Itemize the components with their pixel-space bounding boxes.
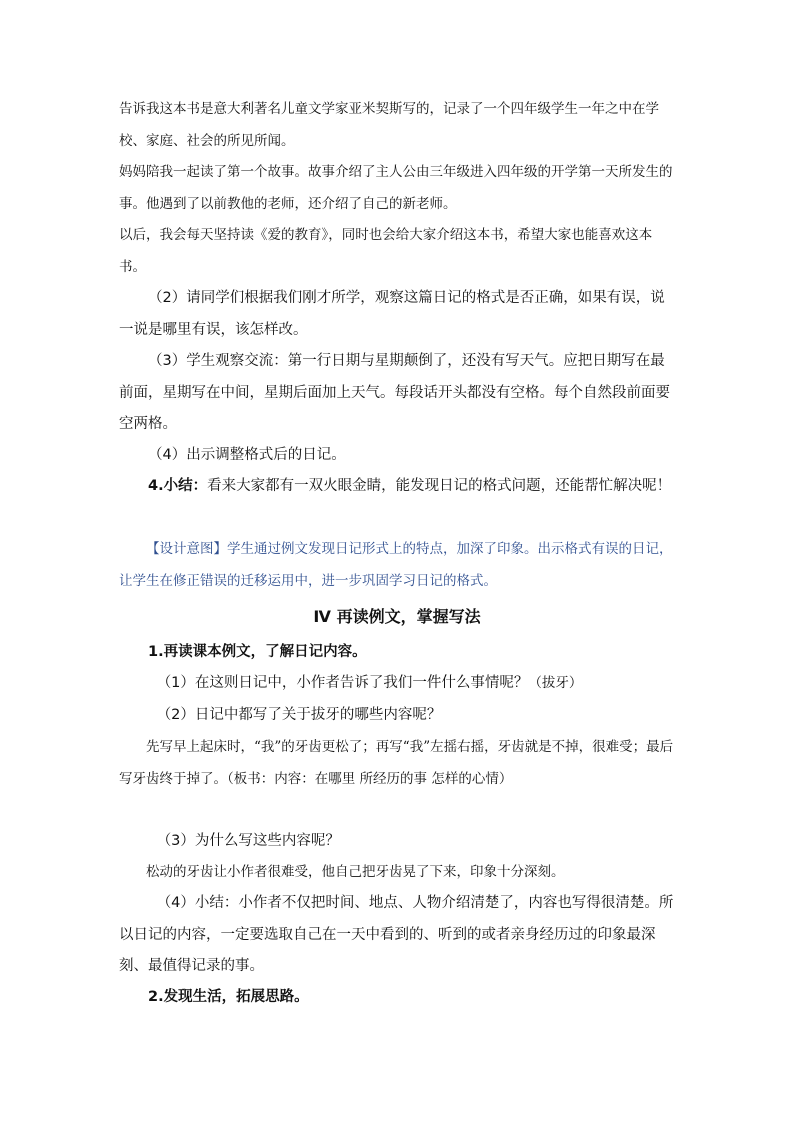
diary-paragraph-2: 妈妈陪我一起读了第一个故事。故事介绍了主人公由三年级进入四年级的开学第一天所发生的事。他遇到了以前教他的老师，还介绍了自己的新老师。 (119, 164, 673, 212)
summary-paragraph (119, 471, 679, 503)
section-heading: Ⅳ 再读例文，掌握写法 (313, 607, 481, 626)
step-2: （2）请同学们根据我们刚才所学，观察这篇日记的格式是否正确，如果有误，说一说是哪里有误，该怎样改。 (119, 290, 665, 338)
question-4: （4）小结：小作者不仅把时间、地点、人物介绍清楚了，内容也写得很清楚。所以日记的内容，一定要选取自己在一天中看到的、听到的或者亲身经历过的印象最深刻、最值得记录的事。 (119, 895, 674, 974)
question-1-answer: （拔牙） (528, 675, 583, 691)
design-intent (119, 534, 679, 597)
design-intent-label: 【设计意图】 (146, 541, 227, 557)
question-3-answer: 松动的牙齿让小作者很难受，他自己把牙齿晃了下来，印象十分深刻。 (146, 864, 565, 880)
question-3: （3）为什么写这些内容呢？ (156, 833, 340, 849)
design-intent-text: 学生通过例文发现日记形式上的特点，加深了印象。出示格式有误的日记，让学生在修正错误的迁移运用中，进一步巩固学习日记的格式。 (119, 541, 673, 589)
question-1 (119, 668, 679, 700)
step-3: （3）学生观察交流：第一行日期与星期颠倒了，还没有写天气。应把日期写在最前面，星期写在中间，星期后面加上天气。每段话开头都没有空格。每个自然段前面要空两格。 (119, 353, 670, 432)
summary-text: 看来大家都有一双火眼金睛，能发现日记的格式问题，还能帮忙解决呢！ (207, 478, 672, 494)
diary-paragraph-3: 以后，我会每天坚持读《爱的教育》，同时也会给大家介绍这本书，希望大家也能喜欢这本书。 (119, 227, 653, 275)
item-2-title: 2.发现生活，拓展思路。 (148, 989, 309, 1005)
question-2-answer: 先写早上起床时，“我”的牙齿更松了；再写“我”左摇右摇，牙齿就是不掉，很难受；最后写牙齿终于掉了。（板书：内容：在哪里 所经历的事 怎样的心情） (119, 739, 674, 787)
diary-paragraph-1: 告诉我这本书是意大利著名儿童文学家亚米契斯写的，记录了一个四年级学生一年之中在学校、家庭、社会的所见所闻。 (119, 101, 659, 149)
item-1-title: 1.再读课本例文，了解日记内容。 (148, 644, 367, 660)
step-4: （4）出示调整格式后的日记。 (148, 447, 346, 463)
question-1-text: （1）在这则日记中，小作者告诉了我们一件什么事情呢？ (156, 675, 529, 691)
question-2: （2）日记中都写了关于拔牙的哪些内容呢？ (156, 707, 442, 723)
summary-label: 4.小结： (148, 478, 208, 494)
